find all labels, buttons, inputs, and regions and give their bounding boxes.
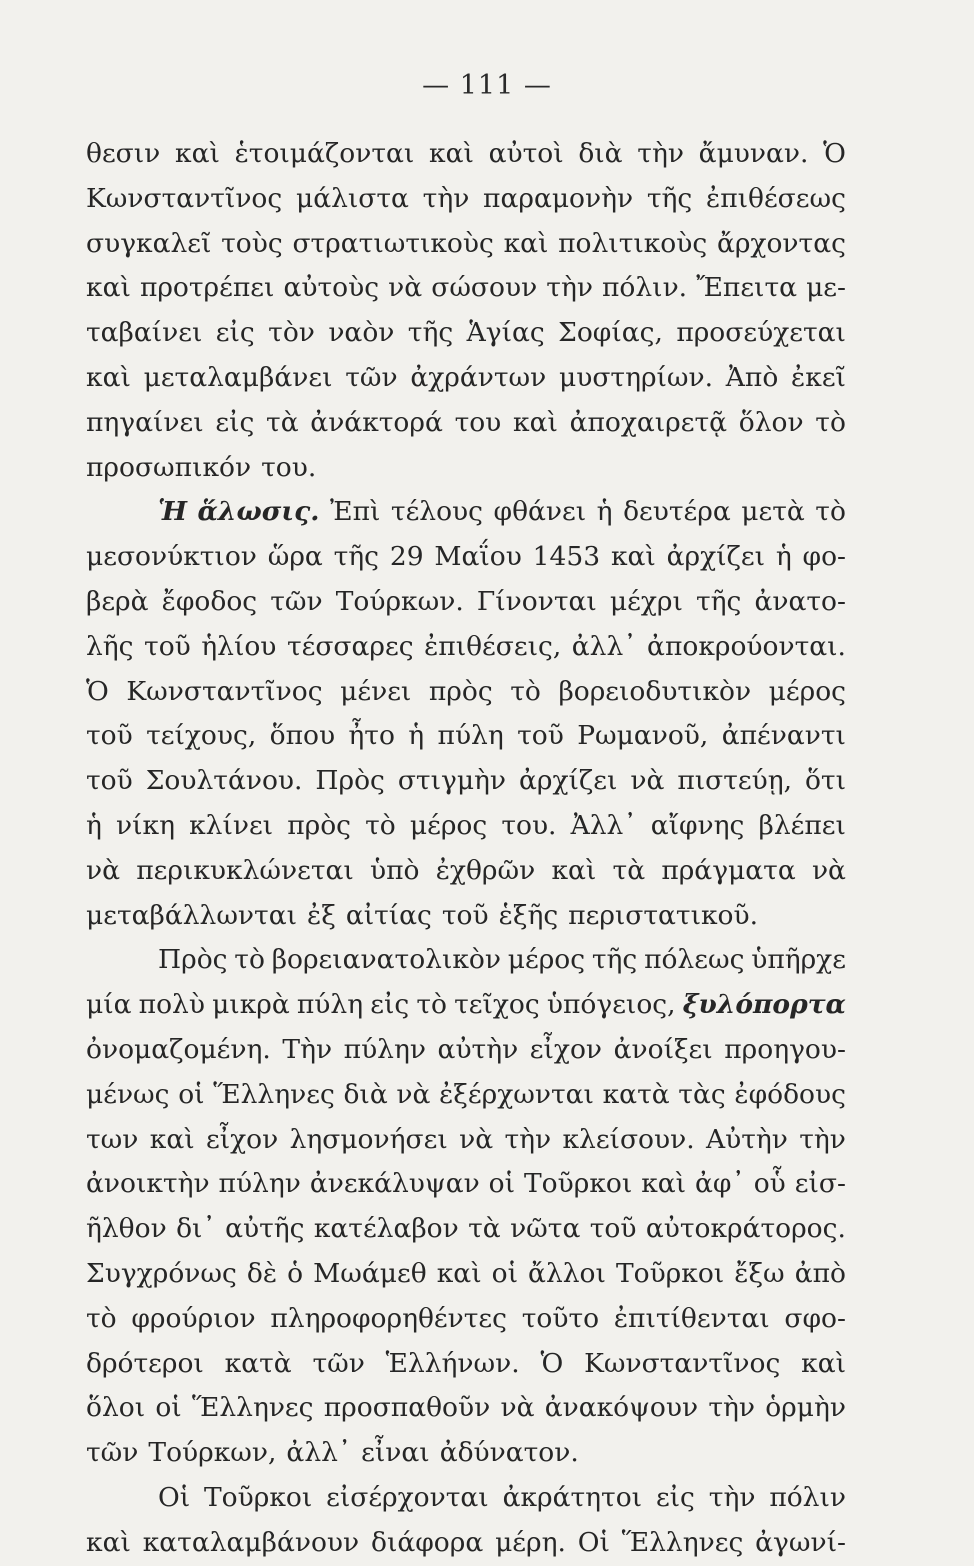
word: Ἁγίας [466, 317, 545, 349]
word: εἰσ- [794, 1168, 846, 1200]
word: μένει [340, 675, 412, 707]
word: κατὰ [602, 1078, 670, 1110]
word: τέλους [390, 496, 483, 528]
word: διὰ [343, 1078, 388, 1110]
word: νίκη [116, 809, 175, 841]
word: των [86, 1123, 139, 1155]
word: αὐτῆς [225, 1213, 305, 1245]
text-line [86, 177, 846, 222]
word: ἀγωνί- [755, 1526, 846, 1558]
word: τεῖχος [454, 989, 540, 1021]
word: δρότεροι [86, 1347, 204, 1379]
word: δευτέρα [623, 496, 731, 528]
word: καὶ [175, 138, 220, 169]
text-line [86, 266, 846, 311]
text-line [86, 1118, 846, 1163]
word: εἶναι [361, 1437, 430, 1469]
word: τὸ [815, 406, 846, 438]
word: προσπαθοῦν [323, 1392, 491, 1424]
word: ἀπέναντι [721, 720, 846, 752]
word: καὶ [149, 1123, 195, 1155]
word: ἅλωσις. [197, 496, 320, 528]
word: τοῦ [144, 630, 191, 662]
word: Ἕλληνες [191, 1392, 314, 1424]
word: ἐκεῖ [791, 361, 846, 393]
body-text [86, 132, 846, 1566]
word: ἐξέρχωνται [439, 1078, 594, 1110]
word: ἐπιθέσεις, [424, 630, 562, 662]
text-line [86, 849, 846, 894]
word: ἡλίου [201, 630, 277, 662]
word: αἰτίας [345, 899, 432, 931]
text-line [86, 446, 846, 491]
word: Σουλτάνου. [145, 765, 303, 797]
word: ὅπου [269, 720, 336, 752]
word: τὰς [678, 1078, 726, 1110]
word: ἀρχίζει [518, 765, 618, 797]
word: στρατιωτικοὺς [292, 227, 494, 259]
word: καὶ [86, 1526, 131, 1558]
word: Πρὸς [315, 765, 385, 797]
text-line [86, 401, 846, 446]
word: ἡ [408, 720, 425, 752]
word: φρούριον [131, 1302, 256, 1334]
text-line [86, 670, 846, 715]
text-line [86, 1431, 846, 1476]
word: τῶν [345, 361, 398, 393]
word: πολὺ [138, 989, 205, 1021]
word: θεσιν [86, 138, 161, 169]
text-line [86, 222, 846, 267]
word: εἰς [370, 989, 410, 1021]
word: Τοῦρκοι [615, 1257, 725, 1289]
word: τὸ [416, 989, 447, 1021]
word: σφο- [784, 1302, 846, 1334]
word: κατὰ [224, 1347, 292, 1379]
word: Ἀλλ᾽ [570, 809, 637, 841]
word: μέρος [507, 944, 586, 976]
word: εἶχον [529, 1033, 603, 1065]
text-line [86, 535, 846, 580]
word: εἰς [215, 317, 255, 349]
word: πόλεως [644, 944, 745, 976]
word: οἱ [488, 1168, 516, 1200]
word: ἀλλ᾽ [286, 1437, 352, 1469]
word: μία [86, 989, 132, 1021]
word: καὶ [610, 541, 656, 573]
word: τῶν [312, 1347, 365, 1379]
word: καὶ [86, 272, 131, 304]
text-line [86, 1207, 846, 1252]
word: μετὰ [741, 496, 805, 528]
word: ὅλον [738, 406, 804, 438]
word: λῆς [86, 630, 134, 662]
word: μέρος [768, 675, 846, 707]
word: τὴν [708, 1481, 756, 1513]
word: νὰ [630, 765, 665, 797]
word: Κωνσταντῖνος [584, 1347, 781, 1379]
word: πόλιν [769, 1481, 846, 1513]
word: εἰς [215, 406, 255, 438]
word: τῶν [270, 585, 323, 617]
text-line [86, 625, 846, 670]
word: αὐτοὺς [283, 272, 380, 304]
text-line [86, 1028, 846, 1073]
word: πύλην [343, 1033, 426, 1065]
text-line [86, 983, 846, 1028]
word: ὅλοι [86, 1392, 146, 1424]
word: ἡ [596, 496, 613, 528]
word: τὴν [546, 272, 593, 304]
word: ἀχράντων [410, 361, 547, 393]
word: ὁρμὴν [765, 1392, 846, 1424]
text-line [86, 1521, 846, 1566]
word: ῆλθον [86, 1213, 167, 1245]
word: ἐφόδους [734, 1078, 846, 1110]
text-line [86, 804, 846, 849]
word: καὶ [801, 1347, 846, 1379]
word: Γίνονται [476, 585, 597, 617]
word: τὸν [268, 317, 315, 349]
word: ὥρα [267, 541, 323, 573]
word: ἀποκρούονται. [647, 630, 846, 662]
word: πληροφορηθέντες [270, 1302, 507, 1334]
text-line [86, 759, 846, 804]
word: διὰ [578, 138, 623, 169]
word: ἀνάκτορά [310, 406, 443, 438]
word: περιστατικοῦ. [568, 899, 759, 931]
word: εἰς [655, 1481, 695, 1513]
text-line [86, 938, 846, 983]
word: τοὺς [221, 227, 283, 259]
word: τοῦ [441, 899, 489, 931]
word: πύλη [437, 720, 504, 752]
word: αὐτὴν [437, 1033, 519, 1065]
word: ἀνοίξει [613, 1033, 713, 1065]
word: Ἡ [158, 496, 187, 528]
word: Ἑλλήνων. [385, 1347, 520, 1379]
word: Ἕλληνες [621, 1526, 744, 1558]
word: Ἀπὸ [725, 361, 779, 393]
word: ἑτοιμάζονται [234, 138, 415, 169]
word: τὸ [510, 675, 541, 707]
word: καὶ [513, 406, 558, 438]
word: στιγμὴν [397, 765, 507, 797]
word: τὴν [504, 1123, 552, 1155]
text-line [86, 894, 846, 939]
text-line [86, 1297, 846, 1342]
word: Οἱ [158, 1481, 191, 1513]
word: Ὁ [86, 675, 109, 707]
word: φθάνει [493, 496, 587, 528]
word: τὰ [468, 1213, 501, 1245]
word: ὑπόγειος, [546, 989, 676, 1021]
word: ἀνακόψουν [544, 1392, 699, 1424]
word: οὗ [753, 1168, 786, 1200]
word: προσεύχεται [676, 317, 846, 349]
word: τῆς [695, 585, 742, 617]
word: βερὰ [86, 585, 149, 617]
word: ἐξ [306, 899, 336, 931]
word: πρὸς [428, 675, 493, 707]
word: πηγαίνει [86, 406, 204, 438]
word: ἀδύνατον. [439, 1437, 579, 1469]
word: τοῦτο [521, 1302, 600, 1334]
word: ἀνατο- [754, 585, 846, 617]
word: τῶν [86, 1437, 139, 1469]
word: τοῦ [86, 720, 133, 752]
word: Τούρκων. [335, 585, 464, 617]
word: πιστεύῃ, [677, 765, 793, 797]
word: οἱ [491, 1257, 518, 1289]
word: εἰσέρχονται [326, 1481, 489, 1513]
word: τὴν [422, 182, 470, 214]
word: τῆς [333, 541, 380, 573]
word: προτρέπει [139, 272, 275, 304]
word: τοῦ [517, 720, 564, 752]
word: τὸ [815, 496, 846, 528]
page-number: — 111 — [422, 70, 552, 101]
word: τῆς [407, 317, 454, 349]
word: δὲ [246, 1257, 278, 1289]
word: καὶ [551, 854, 597, 886]
word: παραμονὴν [483, 182, 634, 214]
word: νὰ [459, 1123, 494, 1155]
word: μεσονύκτιον [86, 541, 257, 573]
word: τὰ [266, 406, 299, 438]
word: οἱ [155, 1392, 182, 1424]
word: ὁ [287, 1257, 304, 1289]
word: μυστηρίων. [558, 361, 714, 393]
word: νῶτα [510, 1213, 581, 1245]
word: Οἱ [577, 1526, 610, 1558]
word: ἄρχοντας [716, 227, 846, 259]
word: μέρη. [495, 1526, 566, 1558]
word: ἦτο [348, 720, 395, 752]
word: νὰ [500, 1392, 535, 1424]
word: τῆς [646, 182, 693, 214]
word: καὶ [641, 1168, 687, 1200]
word: δι᾽ [176, 1213, 216, 1245]
word: ἡ [775, 541, 792, 573]
word: τῆς [591, 944, 638, 976]
word: ὀνομαζομένη. [86, 1033, 271, 1065]
word: ἄλλοι [528, 1257, 606, 1289]
text-line [86, 1386, 846, 1431]
word: μεταλαμβάνει [143, 361, 333, 393]
text-line [86, 1342, 846, 1387]
word: ἐπιθέσεως [705, 182, 846, 214]
word: βορειανατολικὸν [271, 944, 501, 976]
word: Ἐπὶ [329, 496, 381, 528]
word: ὑπὸ [370, 854, 420, 886]
word: νὰ [811, 854, 846, 886]
word: Ὁ [540, 1347, 564, 1379]
word: αὐτοκράτορος. [645, 1213, 846, 1245]
word: πολιτικοὺς [558, 227, 708, 259]
text-line [86, 580, 846, 625]
word: καὶ [436, 1257, 482, 1289]
word: τὸ [86, 1302, 117, 1334]
word: μέχρι [609, 585, 683, 617]
word: Κωνσταντῖνος [86, 182, 283, 214]
word: τὸ [234, 944, 265, 976]
word: πράγματα [661, 854, 796, 886]
word: καὶ [86, 361, 131, 393]
word: ἐπιτίθενται [613, 1302, 770, 1334]
word: σώσουν [431, 272, 538, 304]
word: προηγου- [724, 1033, 846, 1065]
word: ἀνοικτὴν [86, 1168, 210, 1200]
word: νὰ [396, 1078, 431, 1110]
word: 1453 [532, 541, 601, 573]
word: πύλην [218, 1168, 301, 1200]
word: αὐτοὶ [488, 138, 564, 169]
word: εἶχον [205, 1123, 279, 1155]
word: του. [261, 451, 317, 483]
word: πρὸς [287, 809, 351, 841]
word: 29 [389, 541, 424, 573]
word: πόλιν. [602, 272, 688, 304]
word: Τοῦρκοι [524, 1168, 633, 1200]
word: ἡ [86, 809, 102, 841]
word: διάφορα [370, 1526, 484, 1558]
word: Ἔπειτα [696, 272, 797, 304]
word: λησμονήσει [289, 1123, 448, 1155]
word: Ὁ [823, 138, 846, 169]
word: ἀποχαιρετᾷ [569, 406, 728, 438]
word: Σοφίας, [558, 317, 663, 349]
word: τοῦ [589, 1213, 637, 1245]
word: βορειοδυτικὸν [558, 675, 752, 707]
word: μένως [86, 1078, 170, 1110]
text-line [86, 1162, 846, 1207]
word: τὸ [365, 809, 396, 841]
text-line [86, 1252, 846, 1297]
word: ἀρχίζει [666, 541, 766, 573]
word: κατέλαβον [313, 1213, 459, 1245]
word: Τούρκων, [148, 1437, 277, 1469]
word: ἀφ᾽ [695, 1168, 745, 1200]
word: προσωπικόν [86, 451, 252, 483]
word: ἐχθρῶν [435, 854, 536, 886]
word: Συγχρόνως [86, 1257, 237, 1289]
word: καὶ [503, 227, 549, 259]
text-line [86, 132, 846, 177]
word: οἱ [178, 1078, 205, 1110]
word: κλίνει [189, 809, 274, 841]
text-line [86, 311, 846, 356]
text-line [86, 490, 846, 535]
word: μέρος [409, 809, 488, 841]
word: νὰ [388, 272, 423, 304]
word: τὴν [708, 1392, 755, 1424]
word: ἀλλ᾽ [571, 630, 637, 662]
word: Κωνσταντῖνος [126, 675, 323, 707]
word: νὰ [86, 854, 121, 886]
word: φο- [802, 541, 846, 573]
text-line [86, 1476, 846, 1521]
word: μικρὰ [212, 989, 290, 1021]
word: τὰ [612, 854, 646, 886]
word: με- [806, 272, 846, 304]
word: Μωάμεθ [313, 1257, 427, 1289]
text-line [86, 1073, 846, 1118]
word: του. [501, 809, 557, 841]
word: Μαΐου [434, 541, 522, 573]
word: βλέπει [758, 809, 846, 841]
word: Τοῦρκοι [204, 1481, 313, 1513]
word: ξυλόπορτα [682, 989, 846, 1021]
word: μάλιστα [295, 182, 409, 214]
word: ἀπὸ [794, 1257, 846, 1289]
word: ναὸν [328, 317, 395, 349]
word: τέσσαρες [286, 630, 414, 662]
word: ἀκράτητοι [502, 1481, 643, 1513]
word: Ρωμανοῦ, [577, 720, 709, 752]
word: Ἕλληνες [213, 1078, 335, 1110]
word: Πρὸς [158, 944, 228, 976]
word: περικυκλώνεται [136, 854, 354, 886]
word: ἔφοδος [161, 585, 258, 617]
word: ἀνεκάλυψαν [309, 1168, 480, 1200]
word: Αὐτὴν [706, 1123, 788, 1155]
word: ταβαίνει [86, 317, 203, 349]
word: ἄμυναν. [698, 138, 809, 169]
word: Τὴν [282, 1033, 333, 1065]
word: ἔξω [734, 1257, 785, 1289]
word: καταλαμβάνουν [142, 1526, 360, 1558]
word: τοῦ [86, 765, 133, 797]
word: καὶ [429, 138, 474, 169]
word: μεταβάλλωνται [86, 899, 297, 931]
word: πύλη [296, 989, 364, 1021]
word: συγκαλεῖ [86, 227, 212, 259]
word: τείχους, [146, 720, 257, 752]
word: τὴν [799, 1123, 846, 1155]
text-line [86, 356, 846, 401]
word: κλείσουν. [562, 1123, 695, 1155]
word: αἴφνης [650, 809, 745, 841]
text-line [86, 714, 846, 759]
word: ἑξῆς [498, 899, 559, 931]
word: ὅτι [804, 765, 846, 797]
word: ὑπῆρχε [751, 944, 846, 976]
word: του [454, 406, 502, 438]
word: τὴν [637, 138, 684, 169]
